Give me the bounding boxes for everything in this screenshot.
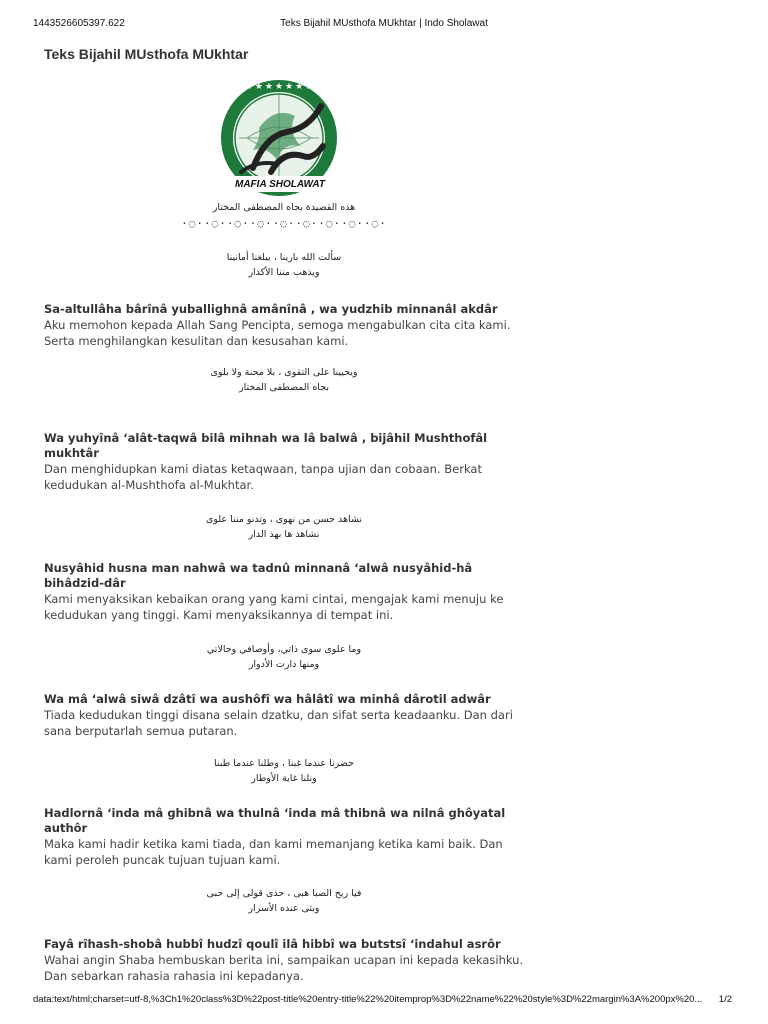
mafia-sholawat-logo [217, 76, 343, 202]
verse-4-translation: Tiada kedudukan tinggi disana selain dzatku, dan sifat serta keadaanku. Dan dari sana berputarlah semua putaran. [44, 708, 513, 738]
arabic-line: بجاه المصطفى المختار [239, 382, 329, 393]
verse-3 [44, 561, 524, 623]
arabic-line: ويذهب مننا الأكدار [248, 267, 320, 278]
arabic-line: فيا ريح الصبا هبى ، حذى قولى إلى حبى [206, 888, 362, 899]
verse-1 [44, 302, 524, 349]
verse-2 [44, 431, 524, 493]
verse-2-arabic [44, 365, 524, 395]
verse-1-latin: Sa-altullâha bârînâ yuballighnâ amânînâ , wa yudzhib minnanâl akdâr [44, 302, 498, 316]
verse-5-arabic [44, 756, 524, 786]
logo-text: MAFIA SHOLAWAT [235, 179, 325, 190]
print-page-title: Teks Bijahil MUsthofa MUkhtar | Indo Sholawat [280, 18, 488, 29]
verse-2-latin: Wa yuhyînâ ‘alât-taqwâ bilâ mihnah wa lâ balwâ , bijâhil Mushthofâl mukhtâr [44, 431, 488, 460]
arabic-line: سألت الله بارينا ، يبلغنا أمانينا [226, 252, 342, 263]
verse-1-arabic [44, 250, 524, 280]
verse-3-arabic [44, 512, 524, 542]
ornament-divider: ·◌··◌··◌··◌··◌··◌··◌··◌··◌· [181, 217, 387, 230]
verse-5-translation: Maka kami hadir ketika kami tiada, dan kami memanjang ketika kami baik. Dan kami peroleh puncak tujuan tujuan kami. [44, 837, 503, 867]
arabic-line: وبثى عنده الأسرار [248, 903, 320, 914]
verse-6-latin: Fayâ rîhash-shobâ hubbî hudzî qoulî ilâ hibbî wa butstsî ‘indahul asrôr [44, 937, 501, 951]
print-footer [0, 990, 768, 1010]
arabic-line: ويحيينا على التقوى ، بلا محنة ولا بلوى [210, 367, 358, 378]
verse-3-latin: Nusyâhid husna man nahwâ wa tadnû minnanâ ‘alwâ nusyâhid-hâ bihâdzid-dâr [44, 561, 473, 590]
arabic-line: وما علوى سوى ذاتي، وأوصافي وحالاتي [206, 644, 362, 655]
logo-stars: ★★★★★★★ [244, 82, 316, 92]
verse-4-latin: Wa mâ ‘alwâ siwâ dzâtî wa aushôfî wa hâlâtî wa minhâ dârotil adwâr [44, 692, 491, 706]
arabic-line: ونلنا غاية الأوطار [251, 773, 317, 784]
arabic-line: ومنها دارت الأدوار [248, 659, 320, 670]
arabic-line: حضرنا عندما غبنا ، وطلنا عندما طبنا [214, 758, 354, 769]
verse-6 [44, 937, 524, 984]
arabic-line: نشاهد حسن من نهوى ، وتدنو مننا علوى [205, 514, 363, 525]
intro-arabic [44, 200, 524, 215]
verse-2-translation: Dan menghidupkan kami diatas ketaqwaan, tanpa ujian dan cobaan. Berkat kedudukan al-Mushthofa al-Mukhtar. [44, 462, 482, 492]
print-url: data:text/html;charset=utf-8,%3Ch1%20class%3D%22post-title%20entry-title%22%20itemprop%3D%22name%22%20style%3D%22margin%3A%200px%20... [33, 994, 703, 1005]
verse-6-translation: Wahai angin Shaba hembuskan berita ini, sampaikan ucapan ini kepada kekasihku. Dan sebarkan rahasia rahasia ini kepadanya. [44, 953, 524, 983]
verse-4 [44, 692, 524, 739]
verse-5 [44, 806, 524, 868]
verse-4-arabic [44, 642, 524, 672]
verse-1-translation: Aku memohon kepada Allah Sang Pencipta, semoga mengabulkan cita cita kami. Serta menghilangkan kesulitan dan kesusahan kami. [44, 318, 511, 348]
arabic-line: هذه القصيدة بجاه المصطفى المختار [212, 202, 356, 213]
print-timestamp: 1443526605397.622 [33, 18, 125, 29]
verse-5-latin: Hadlornâ ‘inda mâ ghibnâ wa thulnâ ‘inda mâ thibnâ wa nilnâ ghôyatal authôr [44, 806, 506, 835]
print-header [0, 0, 768, 40]
arabic-line: نشاهد ها بهذ الدار [248, 529, 320, 540]
verse-3-translation: Kami menyaksikan kebaikan orang yang kami cintai, mengajak kami menuju ke kedudukan yang tinggi. Kami menyaksikannya di tempat ini. [44, 592, 504, 622]
verse-6-arabic [44, 886, 524, 916]
post-title: Teks Bijahil MUsthofa MUkhtar [44, 46, 249, 62]
page-number: 1/2 [718, 994, 732, 1005]
